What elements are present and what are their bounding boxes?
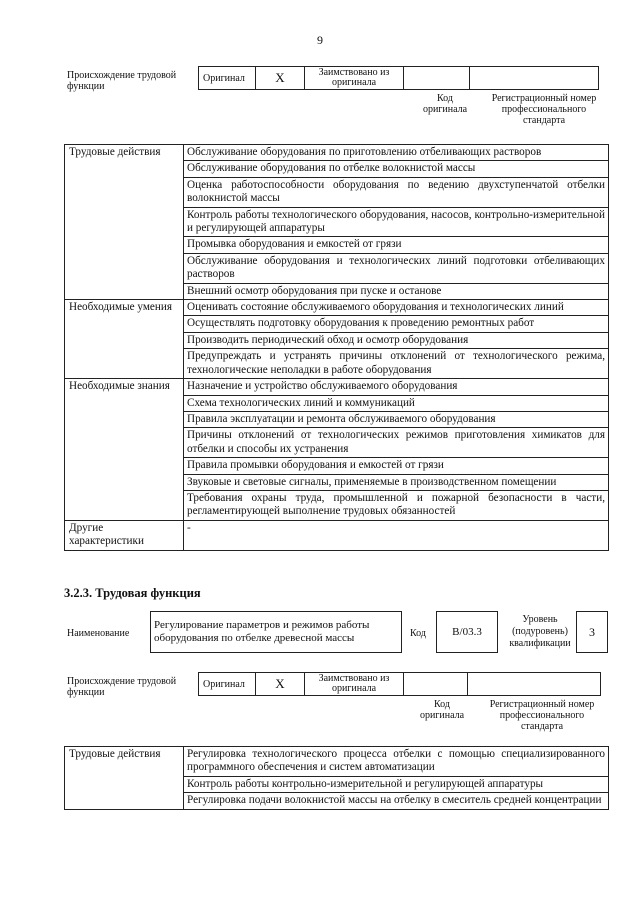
row-label: Другие характеристики xyxy=(65,520,184,550)
list-item: Обслуживание оборудования по приготовлению отбеливающих растворов xyxy=(184,145,609,161)
reg-caption: Регистрационный номер профессионального стандарта xyxy=(489,699,595,732)
name-label: Наименование xyxy=(67,628,130,639)
origin-code-cell xyxy=(404,673,468,696)
list-item: Требования охраны труда, промышленной и пожарной безопасности в части, регламентирующей выполнение трудовых обязанностей xyxy=(184,490,609,520)
code-caption: Код оригинала xyxy=(419,699,465,721)
list-item: Контроль работы контрольно-измерительной и регулирующей аппаратуры xyxy=(184,776,609,792)
code-label: Код xyxy=(410,628,426,639)
origin-mark: X xyxy=(256,673,305,696)
table-row xyxy=(65,300,609,316)
reg-caption: Регистрационный номер профессионального стандарта xyxy=(491,93,597,126)
origin-borrowed: Заимствовано из оригинала xyxy=(305,673,404,696)
function-info-table xyxy=(150,611,402,653)
page-number: 9 xyxy=(317,33,323,47)
row-label: Необходимые умения xyxy=(65,300,184,379)
list-item: Обслуживание оборудования и технологических линий подготовки отбеливающих растворов xyxy=(184,253,609,283)
list-item: Контроль работы технологического оборудования, насосов, контрольно-измерительной и регулирующей аппаратуры xyxy=(184,207,609,237)
list-item: Схема технологических линий и коммуникаций xyxy=(184,395,609,411)
functions-table-2 xyxy=(64,746,609,810)
list-item: Регулировка подачи волокнистой массы на отбелку в смеситель средней концентрации xyxy=(184,793,609,809)
function-code: B/03.3 xyxy=(437,612,498,653)
table-row xyxy=(65,145,609,161)
origin-borrowed: Заимствовано из оригинала xyxy=(305,67,404,90)
level-box xyxy=(576,611,608,653)
row-label: Трудовые действия xyxy=(65,747,184,810)
list-item: Звуковые и световые сигналы, применяемые в производственном помещении xyxy=(184,474,609,490)
table-row xyxy=(65,520,609,550)
functions-table xyxy=(64,144,609,551)
row-label: Трудовые действия xyxy=(65,145,184,300)
list-item: Предупреждать и устранять причины отклонений от технологического режима, технологические неполадки в работе оборудования xyxy=(184,349,609,379)
origin-table xyxy=(198,66,599,90)
list-item: Внешний осмотр оборудования при пуске и останове xyxy=(184,283,609,299)
origin-reg-cell xyxy=(470,67,599,90)
table-row xyxy=(65,379,609,395)
origin-table xyxy=(198,672,601,696)
code-box xyxy=(436,611,498,653)
origin-label: Происхождение трудовой функции xyxy=(67,676,177,698)
origin-original: Оригинал xyxy=(199,673,256,696)
code-caption: Код оригинала xyxy=(422,93,468,115)
list-item: - xyxy=(184,520,609,550)
level-label: Уровень (подуровень) квалификации xyxy=(509,614,571,649)
list-item: Правила эксплуатации и ремонта обслуживаемого оборудования xyxy=(184,411,609,427)
origin-reg-cell xyxy=(468,673,601,696)
origin-original: Оригинал xyxy=(199,67,256,90)
list-item: Оценка работоспособности оборудования по ведению двухступенчатой отбелки волокнистой массы xyxy=(184,177,609,207)
list-item: Причины отклонений от технологических режимов приготовления химикатов для отбелки и способы их устранения xyxy=(184,428,609,458)
list-item: Правила промывки оборудования и емкостей от грязи xyxy=(184,458,609,474)
list-item: Обслуживание оборудования по отбелке волокнистой массы xyxy=(184,161,609,177)
row-label: Необходимые знания xyxy=(65,379,184,521)
list-item: Осуществлять подготовку оборудования к проведению ремонтных работ xyxy=(184,316,609,332)
origin-label: Происхождение трудовой функции xyxy=(67,70,177,92)
function-name: Регулирование параметров и режимов работы оборудования по отбелке древесной массы xyxy=(151,612,402,653)
table-row xyxy=(65,747,609,777)
list-item: Промывка оборудования и емкостей от грязи xyxy=(184,237,609,253)
list-item: Производить периодический обход и осмотр оборудования xyxy=(184,332,609,348)
list-item: Назначение и устройство обслуживаемого оборудования xyxy=(184,379,609,395)
origin-mark: X xyxy=(256,67,305,90)
section-heading: 3.2.3. Трудовая функция xyxy=(64,586,201,600)
list-item: Оценивать состояние обслуживаемого оборудования и технологических линий xyxy=(184,300,609,316)
level-value: 3 xyxy=(577,612,608,653)
origin-code-cell xyxy=(404,67,470,90)
list-item: Регулировка технологического процесса отбелки с помощью специализированного программного обеспечения и систем автоматизации xyxy=(184,747,609,777)
